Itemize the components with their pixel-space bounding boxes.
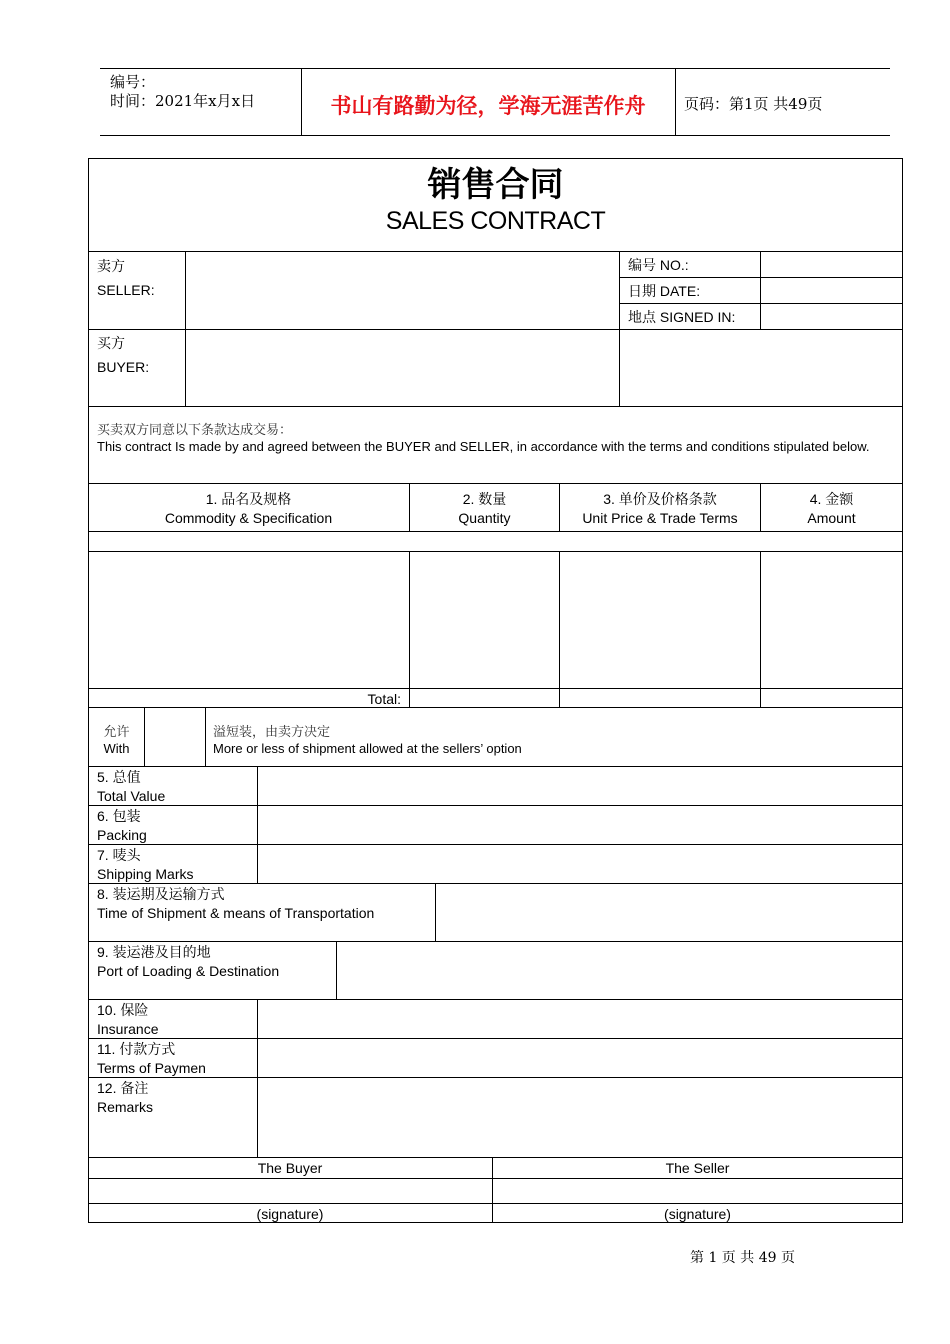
document-time-label: 时间：2021年x月x日 [110,92,256,110]
term-time-of-shipment-cn: 8. 装运期及运输方式 [97,886,225,902]
contract-title-cn: 销售合同 [427,166,564,204]
column-header-commodity-en: Commodity & Specification [164,510,333,526]
column-header-quantity [410,490,559,528]
column-header-amount [761,490,902,528]
seller-label-en: SELLER: [97,282,155,298]
term-packing [97,807,147,845]
commodity-input[interactable] [89,552,409,687]
buyer-signature-field[interactable] [89,1179,492,1203]
total-amount-input[interactable] [761,689,902,707]
column-header-amount-en: Amount [807,510,856,526]
seller-label-cn: 卖方 [97,258,125,274]
seller-signature-heading: The Seller [665,1160,730,1176]
column-header-unit-price-en: Unit Price & Trade Terms [582,510,738,526]
term-packing-cn: 6. 包装 [97,808,141,824]
contract-title-en: SALES CONTRACT [385,207,606,235]
total-unit-price-input[interactable] [560,689,760,707]
unit-price-input[interactable] [560,552,760,687]
term-remarks [97,1079,153,1117]
allowance-label-cn: 允许 [103,725,130,740]
allowance-label-en: With [103,741,130,756]
term-time-of-shipment [97,885,374,923]
payment-input[interactable] [258,1039,902,1077]
allowance-percent-input[interactable] [145,708,205,766]
allowance-note-en: More or less of shipment allowed at the sellers’ option [213,741,522,756]
buyer-input[interactable] [186,330,618,405]
term-insurance-cn: 10. 保险 [97,1002,149,1018]
total-value-input[interactable] [258,767,902,805]
term-insurance [97,1001,158,1039]
insurance-input[interactable] [258,1000,902,1038]
document-number-label: 编号： [110,73,156,91]
contract-date-input[interactable] [761,278,901,302]
term-total-value-cn: 5. 总值 [97,769,141,785]
term-time-of-shipment-en: Time of Shipment & means of Transportation [97,905,375,921]
column-header-amount-cn: 4. 金额 [809,491,854,507]
quantity-input[interactable] [410,552,559,687]
column-header-unit-price [560,490,760,528]
term-shipping-marks-cn: 7. 唛头 [97,847,141,863]
term-shipping-marks [97,846,194,884]
agreement-text-en: This contract Is made by and agreed between the BUYER and SELLER, in accordance with the terms and conditions stipulated below. [97,439,870,454]
column-header-commodity [88,490,409,528]
term-remarks-cn: 12. 备注 [97,1080,149,1096]
packing-input[interactable] [258,806,902,844]
column-header-commodity-cn: 1. 品名及规格 [205,491,292,507]
total-label: Total: [367,691,401,707]
buyer-signature-caption: (signature) [256,1206,324,1222]
term-insurance-en: Insurance [97,1021,159,1037]
header-motto: 书山有路勤为径，学海无涯苦作舟 [330,93,646,118]
amount-input[interactable] [761,552,902,687]
term-shipping-marks-en: Shipping Marks [97,866,194,882]
shipping-marks-input[interactable] [258,845,902,883]
port-of-loading-input[interactable] [337,942,902,999]
allowance-note-cn: 溢短装，由卖方决定 [213,725,331,740]
remarks-input[interactable] [258,1078,902,1157]
total-quantity-input[interactable] [410,689,559,707]
term-port-of-loading [97,943,279,981]
footer-page-number: 第 1 页 共 49 页 [690,1250,795,1266]
contract-no-label: 编号 NO.: [628,257,689,273]
contract-date-label: 日期 DATE: [628,283,701,299]
term-port-of-loading-en: Port of Loading & Destination [97,963,280,979]
term-payment-en: Terms of Paymen [97,1060,206,1076]
seller-input[interactable] [186,252,618,328]
term-total-value [97,768,165,806]
time-of-shipment-input[interactable] [436,884,902,941]
buyer-label-en: BUYER: [97,359,150,375]
term-remarks-en: Remarks [97,1099,154,1115]
signed-in-label: 地点 SIGNED IN: [628,309,736,325]
column-header-quantity-en: Quantity [458,510,511,526]
term-payment-cn: 11. 付款方式 [97,1041,176,1057]
contract-no-input[interactable] [761,252,901,276]
buyer-signature-heading: The Buyer [257,1160,323,1176]
column-header-quantity-cn: 2. 数量 [462,491,507,507]
term-port-of-loading-cn: 9. 装运港及目的地 [97,944,211,960]
seller-signature-caption: (signature) [664,1206,731,1222]
signed-in-input[interactable] [761,304,901,328]
term-total-value-en: Total Value [97,788,166,804]
term-packing-en: Packing [97,827,147,843]
term-payment [97,1040,206,1078]
buyer-label-cn: 买方 [97,335,125,351]
column-header-unit-price-cn: 3. 单价及价格条款 [603,491,717,507]
seller-signature-field[interactable] [493,1179,902,1203]
header-page-count: 页码：第1页 共49页 [684,95,823,113]
agreement-text-cn: 买卖双方同意以下条款达成交易： [97,423,293,438]
